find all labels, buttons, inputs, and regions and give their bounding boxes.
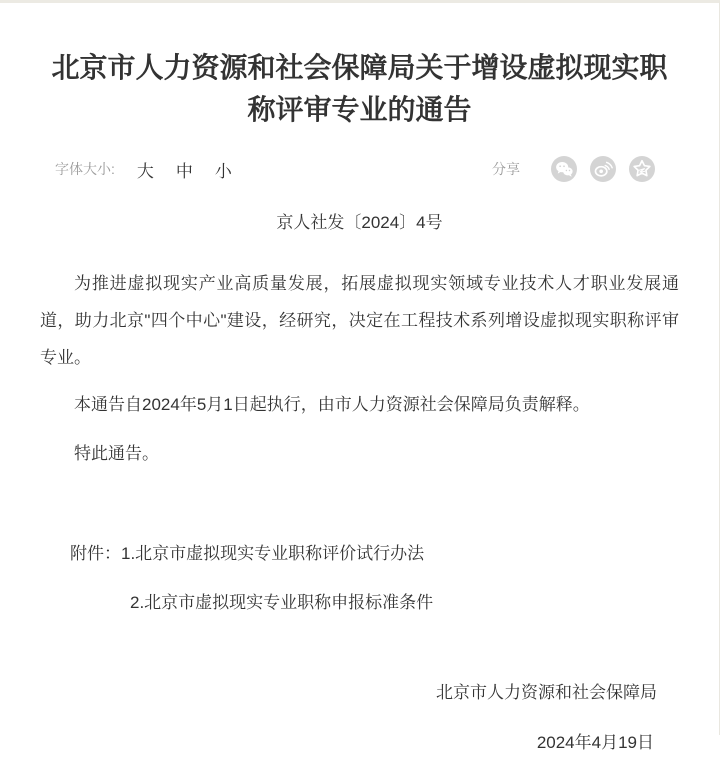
- font-size-option-large[interactable]: 大: [136, 161, 154, 181]
- weibo-icon: [592, 158, 614, 180]
- attachment-link-1[interactable]: 附件：1.北京市虚拟现实专业职称评价试行办法: [70, 544, 425, 563]
- font-size-option-medium[interactable]: 中: [175, 161, 193, 181]
- font-size-option-small[interactable]: 小: [214, 161, 232, 181]
- attachment-link-2[interactable]: 2.北京市虚拟现实专业职称申报标准条件: [130, 593, 434, 612]
- font-size-label: 字体大小:: [55, 161, 115, 177]
- page-title: 北京市人力资源和社会保障局关于增设虚拟现实职称评审专业的通告: [51, 52, 668, 125]
- paragraph-2: 本通告自2024年5月1日起执行，由市人力资源社会保障局负责解释。: [74, 395, 590, 414]
- share-label: 分享: [492, 161, 520, 177]
- font-size-control: [55, 157, 232, 182]
- toolbar: [0, 153, 719, 185]
- share-qzone-button[interactable]: [629, 156, 655, 182]
- paragraph-1: 为推进虚拟现实产业高质量发展，拓展虚拟现实领域专业技术人才职业发展通道，助力北京"四个中心"建设，经研究，决定在工程技术系列增设虚拟现实职称评审专业。: [40, 274, 679, 367]
- document-number: 京人社发〔2024〕4号: [276, 213, 443, 232]
- wechat-icon: [553, 158, 575, 180]
- article-body: [0, 265, 719, 761]
- share-wechat-button[interactable]: [551, 156, 577, 182]
- qzone-star-icon: [631, 158, 653, 180]
- signature-block: [40, 674, 679, 761]
- signature-date: 2024年4月19日: [536, 733, 654, 752]
- share-weibo-button[interactable]: [590, 156, 616, 182]
- share-control: [492, 156, 655, 182]
- attachments-block: [40, 535, 679, 621]
- signature-issuer: 北京市人力资源和社会保障局: [436, 683, 657, 702]
- paragraph-3: 特此通告。: [74, 444, 159, 463]
